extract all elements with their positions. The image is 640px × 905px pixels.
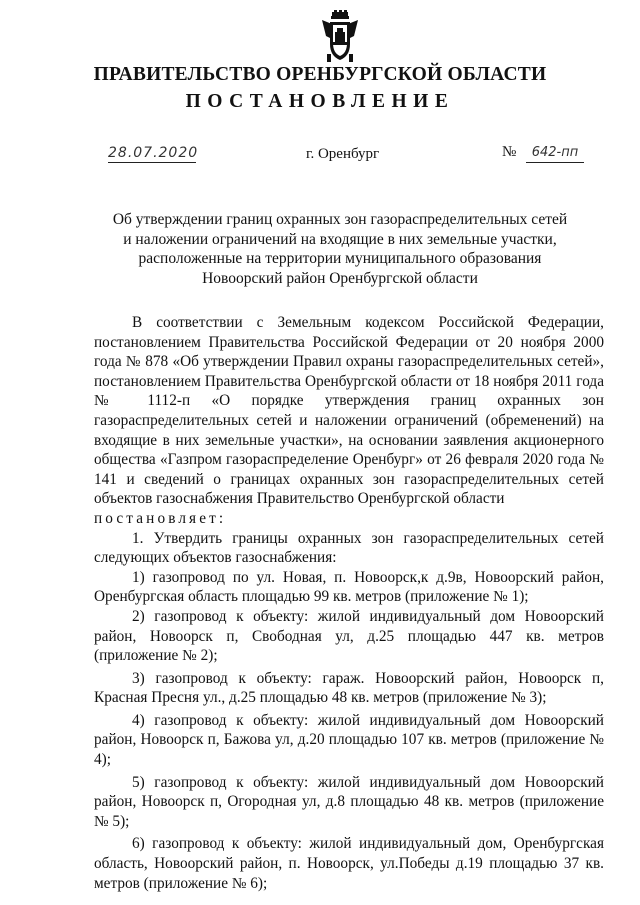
list-item: 4) газопровод к объекту: жилой индивидуальный дом Новоорский район, Новоорск п, Бажова ул, д.20 площадью 107 кв. метров (приложение № 4); bbox=[94, 711, 604, 769]
document-type-title: ПОСТАНОВЛЕНИЕ bbox=[185, 91, 455, 112]
document-number: 642-пп bbox=[526, 144, 584, 163]
government-title: ПРАВИТЕЛЬСТВО ОРЕНБУРГСКОЙ ОБЛАСТИ bbox=[93, 64, 547, 85]
point-1-paragraph: 1. Утвердить границы охранных зон газораспределительных сетей следующих объектов газоснабжения: bbox=[94, 529, 604, 567]
subject-line: Об утверждении границ охранных зон газораспределительных сетей bbox=[112, 211, 568, 228]
list-item: 6) газопровод к объекту: жилой индивидуальный дом, Оренбургская область, Новоорский район, п. Новоорск, ул.Победы д.19 площадью 37 кв. метров (приложение № 6); bbox=[94, 835, 604, 892]
preamble-paragraph: В соответствии с Земельным кодексом Российской Федерации, постановлением Правительства Российской Федерации от 20 ноября 2000 года № 878 «Об утверждении Правил охраны газораспределительных сетей», постановлением Правительства Оренбургской области от 18 ноября 2011 года № 1112-п «О порядке утверждения границ охранных зон газораспределительных сетей и наложении ограничений (обременений) на входящие в них земельные участки», на основании заявления акционерного общества «Газпром газораспределение Оренбург» от 26 февраля 2020 года № 141 и сведений о границах охранных зон газораспределительных сетей объектов газоснабжения Правительство Оренбургской области bbox=[94, 314, 604, 508]
subject-line: расположенные на территории муниципального образования bbox=[138, 250, 542, 267]
document-number-label: № bbox=[502, 144, 517, 160]
list-item: 5) газопровод к объекту: жилой индивидуальный дом Новоорский район, Новоорск п, Огородная ул, д.8 площадью 48 кв. метров (приложение № 5); bbox=[94, 773, 604, 830]
list-item: 2) газопровод к объекту: жилой индивидуальный дом Новоорский район, Новоорск п, Свободная ул, д.25 площадью 447 кв. метров (приложение № 2); bbox=[94, 607, 604, 665]
resolves-line: постановляет: bbox=[94, 509, 227, 527]
coat-of-arms-emblem bbox=[318, 10, 362, 64]
document-date: 28.07.2020 bbox=[108, 145, 199, 161]
subject-line: и наложении ограничений на входящие в них земельные участки, bbox=[123, 230, 557, 248]
list-item: 1) газопровод по ул. Новая, п. Новоорск,к д.9в, Новоорский район, Оренбургская область площадью 99 кв. метров (приложение № 1); bbox=[94, 568, 604, 606]
list-item: 3) газопровод к объекту: гараж. Новоорский район, Новоорск п, Красная Пресня ул., д.25 площадью 48 кв. метров (приложение № 3); bbox=[94, 669, 604, 707]
document-body bbox=[94, 313, 604, 896]
subject-line: Новоорский район Оренбургской области bbox=[202, 269, 478, 287]
document-city: г. Оренбург bbox=[306, 146, 380, 162]
document-subject bbox=[100, 210, 580, 288]
